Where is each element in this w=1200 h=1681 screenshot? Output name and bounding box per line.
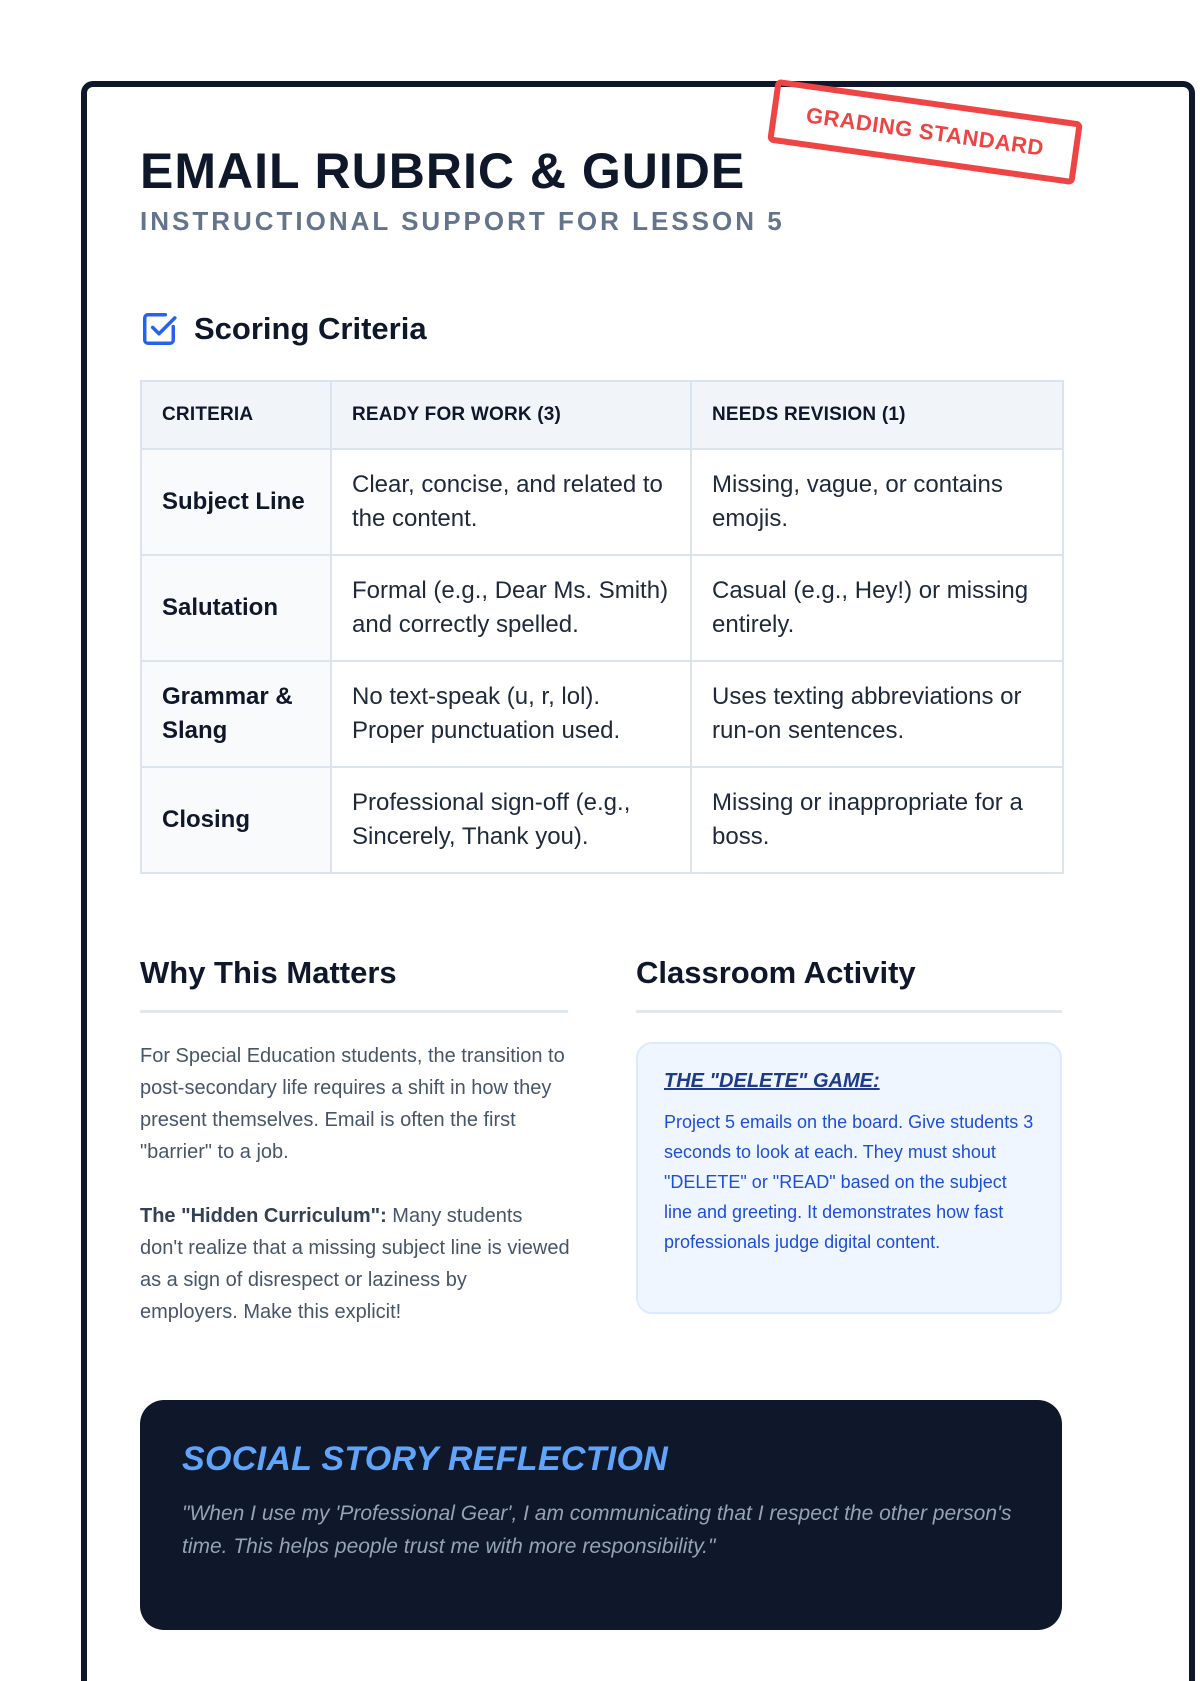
needs-cell: Uses texting abbreviations or run-on sentences. <box>691 661 1063 767</box>
activity-heading: Classroom Activity <box>636 955 916 990</box>
hidden-curriculum-text: Many students don't realize that a missing subject line is viewed as a sign of disrespect or laziness by employers. Make this explicit! <box>140 1205 570 1323</box>
ready-cell: No text-speak (u, r, lol). Proper punctuation used. <box>331 661 691 767</box>
rubric-table <box>140 380 1064 874</box>
hidden-curriculum-paragraph <box>140 1200 570 1328</box>
reflection-panel <box>140 1400 1062 1630</box>
why-paragraph: For Special Education students, the transition to post-secondary life requires a shift in how they present themselves. Email is often the first "barrier" to a job. <box>140 1045 565 1163</box>
checkbox-check-icon <box>140 310 178 348</box>
scoring-criteria-heading <box>140 310 427 348</box>
needs-cell: Missing or inappropriate for a boss. <box>691 767 1063 873</box>
activity-title: THE "DELETE" GAME: <box>664 1070 880 1092</box>
criteria-cell: Grammar & Slang <box>141 661 331 767</box>
reflection-title: SOCIAL STORY REFLECTION <box>182 1440 669 1478</box>
table-row <box>141 449 1063 555</box>
reflection-quote: "When I use my 'Professional Gear', I am communicating that I respect the other person's time. This helps people trust me with more responsibility." <box>182 1502 1012 1558</box>
needs-cell: Casual (e.g., Hey!) or missing entirely. <box>691 555 1063 661</box>
hidden-curriculum-label: The "Hidden Curriculum": <box>140 1205 387 1227</box>
criteria-cell: Subject Line <box>141 449 331 555</box>
page-title: EMAIL RUBRIC & GUIDE <box>140 143 746 199</box>
activity-body: Project 5 emails on the board. Give students 3 seconds to look at each. They must shout "DELETE" or "READ" based on the subject line and greeting. It demonstrates how fast professionals judge digital content. <box>664 1112 1034 1252</box>
needs-cell: Missing, vague, or contains emojis. <box>691 449 1063 555</box>
why-text <box>140 1040 570 1360</box>
grading-standard-stamp: GRADING STANDARD <box>767 79 1083 186</box>
page-subtitle: INSTRUCTIONAL SUPPORT FOR LESSON 5 <box>140 206 785 236</box>
ready-cell: Clear, concise, and related to the content. <box>331 449 691 555</box>
ready-cell: Formal (e.g., Dear Ms. Smith) and correctly spelled. <box>331 555 691 661</box>
table-row <box>141 555 1063 661</box>
activity-card <box>636 1042 1062 1314</box>
table-header-row <box>141 381 1063 449</box>
column-header-ready: READY FOR WORK (3) <box>331 381 691 449</box>
table-row <box>141 767 1063 873</box>
ready-cell: Professional sign-off (e.g., Sincerely, Thank you). <box>331 767 691 873</box>
column-header-needs: NEEDS REVISION (1) <box>691 381 1063 449</box>
criteria-cell: Closing <box>141 767 331 873</box>
table-row <box>141 661 1063 767</box>
criteria-cell: Salutation <box>141 555 331 661</box>
activity-divider <box>636 1010 1062 1013</box>
why-divider <box>140 1010 568 1013</box>
column-header-criteria: CRITERIA <box>141 381 331 449</box>
why-heading: Why This Matters <box>140 955 397 990</box>
scoring-criteria-label: Scoring Criteria <box>194 311 427 346</box>
